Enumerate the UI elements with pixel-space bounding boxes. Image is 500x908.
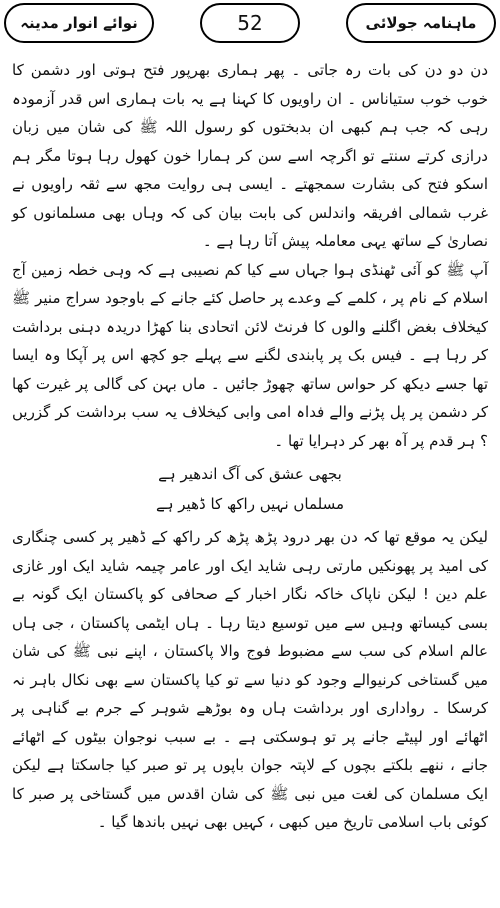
paragraph-2: آپ ﷺ کو آئی ٹھنڈی ہوا جہاں سے کیا کم نصیبی ہے کہ وہی خطہ زمین آج اسلام کے نام پر ، کلمے کے وعدے پر حاصل کئے جانے کے باوجود سراج منیر ﷺ کیخلاف بغض اگلنے والوں کا فرنٹ لائن اتحادی بنا کھڑا دریدہ دہنی برداشت کر رہا ہے ۔ فیس بک پر پابندی لگنے سے پہلے جو کچھ اس پر آپکا وہ ایسا تھا جسے دیکھ کر حواس ساتھ چھوڑ جائیں ۔ ماں بہن کی گالی پر غیرت کھا کر دشمن پر پل پڑنے والے فداہ امی وابی کیخلاف یہ سب برداشت کر گزریں ؟ ہر قدم پر آہ بھر کر دہرایا تھا ۔ [12,260,488,450]
verse-line-1: بجھی عشق کی آگ اندھیر ہے [158,465,342,483]
section-title: نوائے انوار مدینہ [4,3,154,43]
page-number: 52 [200,3,300,43]
paragraph-3: لیکن یہ موقع تھا کہ دن بھر درود پڑھ پڑھ کر راکھ کے ڈھیر پر کسی چنگاری کی امید پر پھونکیں مارتی رہی شاید ایک اور عامر چیمہ شاید ایک اور غازی علم دین ! لیکن ناپاک خاکہ نگار اخبار کے صحافی کو پاکستان ایک گونہ بے بسی کیساتھ وہیں سے میں توسیع دیتا رہا ۔ ہاں ایٹمی پاکستان ، جی ہاں عالم اسلام کی سب سے مضبوط فوج والا پاکستان ، اپنے نبی ﷺ کی شان میں گستاخی کرنیوالے وجود کو دنیا سے تو کیا پاکستان سے بھی نکال باہر نہ کرسکا ۔ رواداری اور برداشت ہاں وہ بوڑھے شوہر کے جرم بے گناہی پر اٹھائے اور لپیٹے جانے پر تو ہوسکتی ہے ۔ بے سبب نوجوان بیٹوں کے اٹھائے جانے ، ننھے بلکتے بچوں کے لاپتہ جوان باپوں پر تو صبر کیا جاسکتا ہے لیکن ایک مسلمان کی لغت میں نبی ﷺ کی شان اقدس میں گستاخی پر صبر کا کوئی باب اسلامی تاریخ میں کبھی ، کہیں بھی نہیں باندھا گیا ۔ [12,528,488,831]
article-body [12,56,488,837]
page-header [0,0,500,48]
paragraph-1: دن دو دن کی بات رہ جاتی ۔ پھر ہماری بھرپور فتح ہوتی اور دشمن کا خوب خوب ستیاناس ۔ ان راویوں کا کہنا ہے یہ بات ہماری اس قدر آزمودہ رہی کہ جب ہم کبھی ان بدبختوں کو رسول اللہ ﷺ کی شان میں زبان درازی کرتے سنتے تو اگرچہ اسے سن کر ہمارا خون کھول رہا ہوتا مگر ہم اسکو فتح کی بشارت سمجھتے ۔ ایسی ہی روایت مجھ سے ثقہ راویوں نے غرب شمالی افریقہ واندلس کی بابت بیان کی کہ وہاں بھی مسلمانوں کو نصاریٰ کے ساتھ یہی معاملہ پیش آتا رہا ہے ۔ [12,61,488,250]
verse-line-2: مسلماں نہیں راکھ کا ڈھیر ہے [155,495,345,513]
magazine-title: ماہنامہ جولائی [346,3,496,43]
verse-couplet [12,459,488,519]
